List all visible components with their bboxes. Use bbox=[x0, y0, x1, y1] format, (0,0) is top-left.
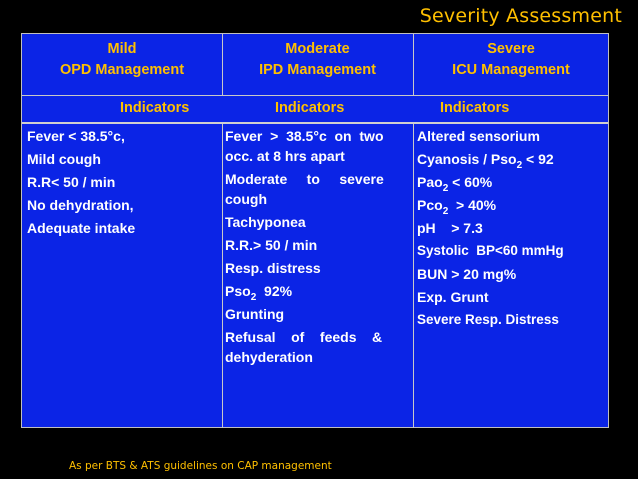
header-moderate-title: Moderate bbox=[285, 41, 350, 57]
moderate-cough: Moderate to severe bbox=[225, 171, 384, 187]
moderate-fever-cont: occ. at 8 hrs apart bbox=[225, 148, 345, 164]
moderate-rr: R.R.> 50 / min bbox=[225, 237, 318, 253]
moderate-tachy: Tachyponea bbox=[225, 214, 306, 230]
moderate-pso: Pso$_2$ 92% bbox=[225, 283, 293, 303]
severe-systolic: Systolic BP<60 mmHg bbox=[417, 243, 564, 258]
severe-ph: pH > 7.3 bbox=[417, 220, 483, 236]
severe-altered: Altered sensorium bbox=[417, 128, 540, 144]
severe-pco: Pco$_2$ > 40% bbox=[417, 197, 497, 217]
moderate-refusal-cont: dehyderation bbox=[225, 349, 313, 365]
severe-bun: BUN > 20 mg% bbox=[417, 266, 517, 282]
header-mild-title: Mild bbox=[107, 41, 137, 57]
moderate-grunting: Grunting bbox=[225, 306, 285, 322]
header-row bbox=[22, 34, 608, 96]
moderate-resp: Resp. distress bbox=[225, 260, 321, 276]
mild-column bbox=[27, 126, 217, 241]
severe-column bbox=[417, 126, 607, 333]
header-severe-subtitle: ICU Management bbox=[452, 62, 570, 78]
divider bbox=[222, 34, 223, 95]
moderate-column bbox=[225, 126, 407, 370]
severe-pao: Pao$_2$ < 60% bbox=[417, 174, 493, 194]
moderate-fever: Fever > 38.5°c on two bbox=[225, 128, 384, 144]
divider bbox=[222, 124, 223, 428]
moderate-refusal: Refusal of feeds & bbox=[225, 329, 383, 345]
mild-item: Mild cough bbox=[27, 151, 101, 167]
indicator-severe: Indicators bbox=[440, 100, 510, 116]
indicator-moderate: Indicators bbox=[275, 100, 345, 116]
moderate-cough-cont: cough bbox=[225, 191, 267, 207]
severity-table bbox=[21, 33, 609, 428]
footer-note: As per BTS & ATS guidelines on CAP management bbox=[69, 460, 332, 472]
header-moderate-subtitle: IPD Management bbox=[259, 62, 376, 78]
header-mild-subtitle: OPD Management bbox=[59, 62, 185, 78]
severe-distress: Severe Resp. Distress bbox=[417, 312, 559, 327]
indicators-row bbox=[22, 96, 608, 124]
severe-grunt: Exp. Grunt bbox=[417, 289, 489, 305]
slide-title: Severity Assessment bbox=[419, 5, 622, 27]
header-severe bbox=[413, 34, 609, 95]
mild-item: No dehydration, bbox=[27, 197, 134, 213]
mild-item: Fever < 38.5°c, bbox=[27, 128, 125, 144]
divider bbox=[413, 124, 414, 428]
header-mild bbox=[22, 34, 222, 95]
header-moderate bbox=[222, 34, 413, 95]
indicator-mild: Indicators bbox=[120, 100, 190, 116]
divider bbox=[413, 34, 414, 95]
header-severe-title: Severe bbox=[487, 41, 535, 57]
mild-item: R.R< 50 / min bbox=[27, 174, 116, 190]
mild-item: Adequate intake bbox=[27, 220, 136, 236]
severe-cyanosis: Cyanosis / Pso$_2$ < 92 bbox=[417, 151, 554, 171]
